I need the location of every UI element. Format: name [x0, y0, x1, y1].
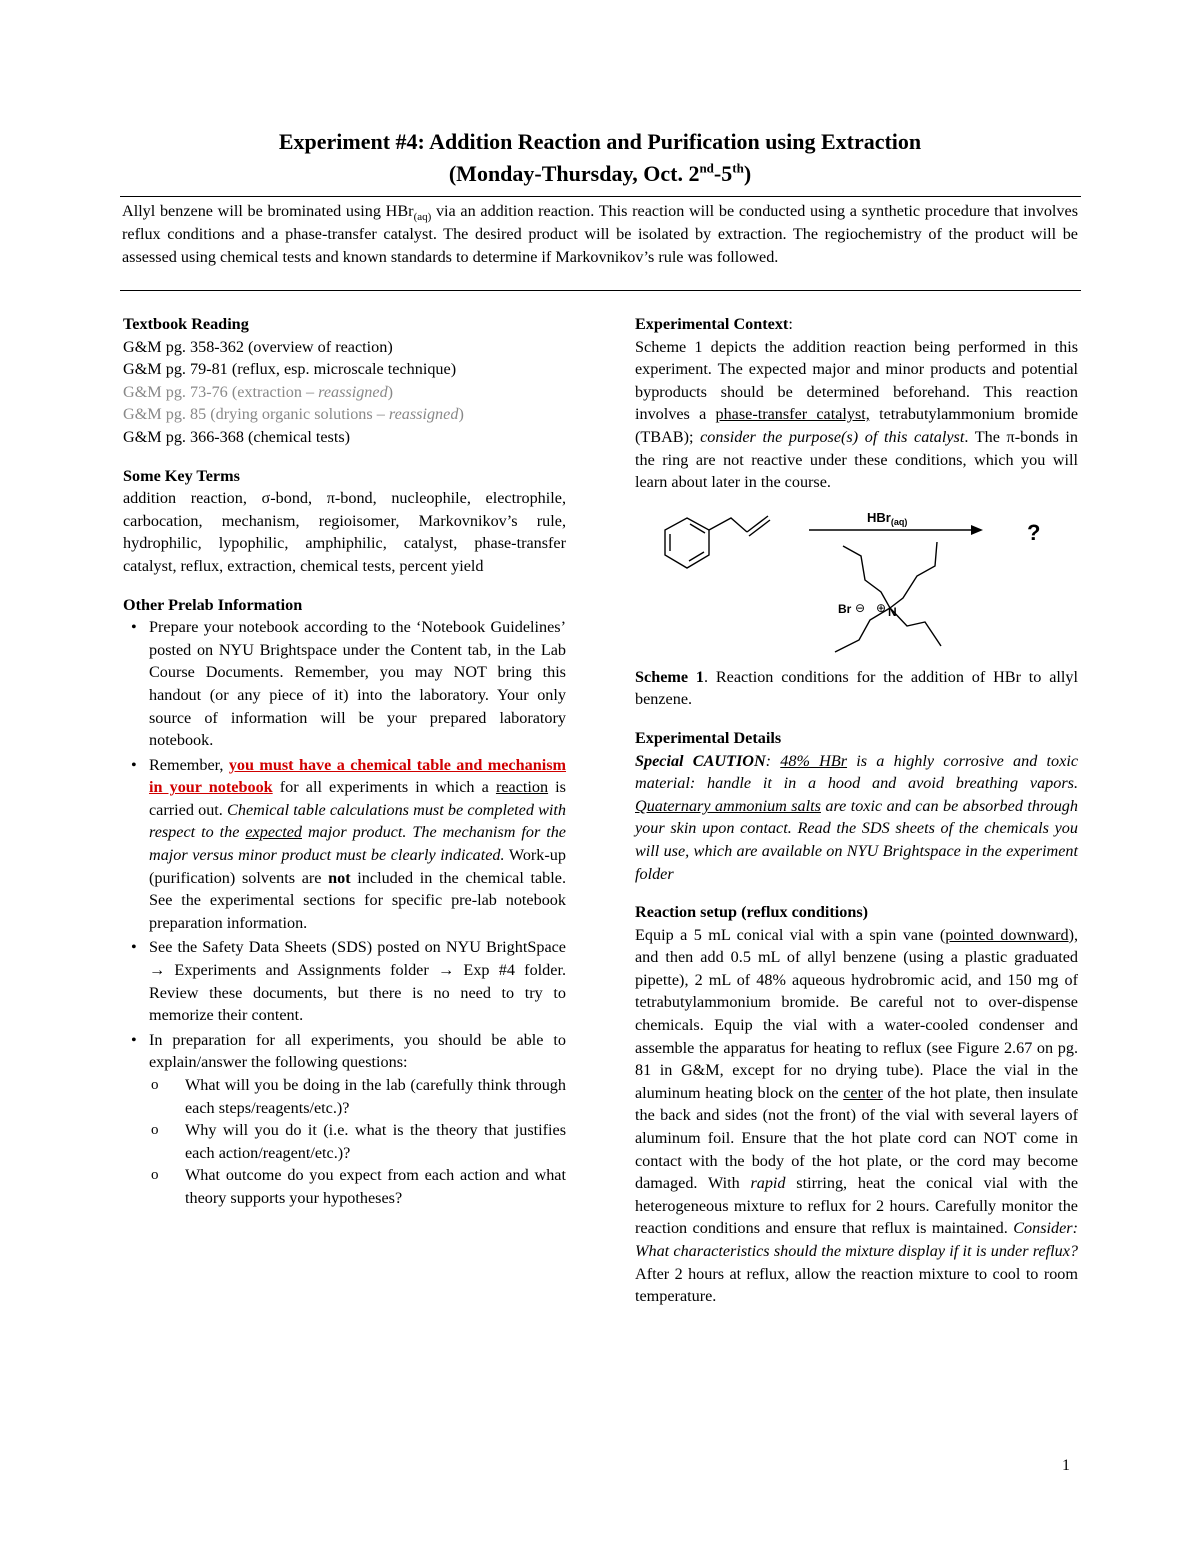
rapid-italic: rapid — [750, 1174, 786, 1193]
superscript-th: th — [732, 160, 744, 176]
bottom-rule — [120, 290, 1081, 291]
expected-underlined: expected — [245, 823, 302, 842]
context-paragraph — [635, 336, 1078, 494]
dates-text-end: ) — [743, 161, 752, 186]
page-title: Experiment #4: Addition Reaction and Purification using Extraction — [278, 129, 922, 154]
hbr-underlined: 48% HBr — [780, 751, 848, 770]
italic-text: major product. The mechanism for the major versus minor product must be clearly indicated. — [149, 823, 566, 865]
setup-text: of the hot plate, then insulate the back and sides (not the front) of the vial with several layers of aluminum foil. Ensure that the hot plate cord can NOT come in contact with the body of the hot plate, or the cord may become damaged. With — [635, 1083, 1078, 1193]
setup-text: stirring, heat the conical vial with the heterogeneous mixture to reflux for 2 hours. Carefully monitor the reaction conditions and ensure that reflux is maintained. — [635, 1174, 1078, 1238]
context-text: . The π-bonds in the ring are not reactive under these conditions, which you will learn about later in the course. — [635, 427, 1079, 492]
page-subtitle-dates — [120, 160, 1080, 188]
context-text: tetrabutylammonium bromide (TBAB); — [635, 405, 1078, 446]
prelab-list — [123, 616, 566, 1209]
right-column — [635, 313, 1078, 1308]
reaction-scheme-drawing — [635, 508, 1078, 656]
left-column — [123, 313, 566, 1212]
intro-text-rest: via an addition reaction. This reaction will be conducted using a synthetic procedure that involves reflux conditions and a phase-transfer catalyst. The desired product will be isolated by extraction. The regiochemistry of the product will be assessed using chemical tests and known standards to determine if Markovnikov’s rule was followed. — [122, 202, 1079, 266]
intro-text-start: Allyl benzene will be brominated using HBr — [122, 202, 414, 220]
bullet-text: In preparation for all experiments, you should be able to explain/answer the following questions: — [149, 1030, 566, 1072]
right-arrow-icon: → — [438, 961, 455, 980]
question-item: o What will you be doing in the lab (carefully think through each steps/reagents/etc.)? — [149, 1074, 566, 1119]
key-terms-heading: Some Key Terms — [123, 466, 240, 485]
setup-heading: Reaction setup (reflux conditions) — [635, 903, 869, 922]
caution-label: Special CAUTION — [635, 751, 766, 770]
textbook-heading: Textbook Reading — [123, 315, 249, 333]
top-rule — [120, 196, 1081, 197]
prelab-bullet-notebook: • Prepare your notebook according to the ‘Notebook Guidelines’ posted on NYU Brightspace under the Content tab, in the Lab Course Documents. Remember, you may NOT bring this handout (or any piece of it) into the laboratory. Your only source of information will be your prepared laboratory notebook. — [123, 616, 566, 752]
reassigned-label: reassigned — [388, 405, 459, 424]
quat-salts-underlined: Quaternary ammonium salts — [635, 796, 821, 815]
product-question-mark: ? — [1027, 519, 1041, 545]
plus-charge-icon: ⊕ — [876, 600, 887, 615]
textbook-item-reassigned — [123, 381, 566, 404]
setup-text: Equip a 5 mL conical vial with a spin vane ( — [635, 925, 946, 944]
prelab-bullet-chemical-table — [123, 754, 566, 935]
textbook-item: G&M pg. 358-362 (overview of reaction) — [123, 337, 393, 356]
right-arrow-icon: → — [149, 961, 166, 980]
red-emphasis-text: you must have a chemical table and mechanism in your notebook — [149, 755, 567, 797]
consider-italic: Consider: What characteristics should the mixture display if it is under reflux? — [635, 1219, 1078, 1260]
bullet-text: Work-up (purification) solvents are — [149, 846, 566, 887]
questions-list — [149, 1074, 566, 1210]
caution-text: : — [765, 751, 781, 770]
context-heading-line — [635, 313, 1078, 336]
dates-text-start: (Monday-Thursday, Oct. 2 — [448, 161, 700, 186]
minus-charge-icon: ⊖ — [855, 600, 866, 615]
pointed-downward-underlined: pointed downward — [945, 925, 1069, 944]
superscript-nd: nd — [699, 160, 714, 176]
bullet-text: included in the chemical table. See the experimental sections for specific pre-lab notebook preparation information. — [149, 868, 566, 932]
prelab-bullet-questions — [123, 1029, 566, 1210]
caution-paragraph — [635, 750, 1078, 886]
textbook-item: G&M pg. 366-368 (chemical tests) — [123, 427, 351, 446]
textbook-item-text: G&M pg. 73-76 (extraction – — [123, 382, 319, 401]
setup-paragraph — [635, 924, 1078, 1308]
scheme-caption — [635, 666, 1078, 711]
reaction-scheme — [635, 508, 1078, 656]
context-italic: consider the purpose(s) of this catalyst — [700, 427, 965, 446]
intro-paragraph — [122, 200, 1078, 268]
bullet-text: See the Safety Data Sheets (SDS) posted on NYU BrightSpace — [149, 938, 566, 957]
question-item: o What outcome do you expect from each action and what theory supports your hypotheses? — [149, 1164, 566, 1209]
tbab-structure — [835, 542, 941, 652]
bullet-text: for all experiments in which a — [272, 778, 496, 797]
page-number: 1 — [1062, 1457, 1070, 1474]
not-bold: not — [328, 868, 351, 887]
reagent-hbr: HBr$_{(aq)}$ — [867, 509, 908, 527]
key-terms-text: addition reaction, σ-bond, π-bond, nucleophile, electrophile, carbocation, mechanism, regioisomer, Markovnikov’s rule, hydrophilic, lypophilic, amphiphilic, catalyst, phase-transfer catalyst, reflux, extraction, chemical tests, percent yield — [123, 489, 566, 575]
scheme-caption-text: . Reaction conditions for the addition of HBr to allyl benzene. — [635, 667, 1079, 709]
bromide-label: Br — [838, 601, 852, 616]
dates-text-mid: -5 — [713, 161, 733, 186]
reassigned-label: reassigned — [318, 382, 388, 401]
center-underlined: center — [843, 1083, 883, 1102]
ptc-underlined: phase-transfer catalyst, — [715, 405, 870, 424]
caution-text: is a highly corrosive and toxic material: handle it in a hood and avoid breathing vapors. — [635, 751, 1079, 793]
italic-text: Chemical table calculations must be completed with respect to the — [149, 800, 566, 842]
context-colon: : — [788, 315, 793, 333]
textbook-item-close: ) — [458, 405, 464, 424]
textbook-item-reassigned — [123, 403, 566, 426]
scheme-caption-label: Scheme 1 — [635, 667, 704, 686]
context-heading: Experimental Context — [635, 315, 789, 333]
textbook-item-text: G&M pg. 85 (drying organic solutions – — [123, 405, 389, 424]
textbook-item-close: ) — [387, 382, 394, 401]
question-item: o Why will you do it (i.e. what is the theory that justifies each action/reagent/etc.)? — [149, 1119, 566, 1164]
textbook-item: G&M pg. 79-81 (reflux, esp. microscale technique) — [123, 360, 457, 379]
caution-text: are toxic and can be absorbed through your skin upon contact. Read the SDS sheets of the chemicals you will use, which are available on NYU Brightspace in the experiment folder — [635, 796, 1078, 883]
allyl-benzene-structure — [665, 516, 770, 568]
reaction-underlined: reaction — [495, 778, 549, 797]
bullet-text: Remember, — [149, 755, 229, 774]
nitrogen-label: N — [888, 604, 897, 619]
intro-aq-subscript: (aq) — [413, 211, 432, 224]
context-text: Scheme 1 depicts the addition reaction being performed in this experiment. The expected major and minor products and potential byproducts should be determined beforehand. This reaction involves a — [635, 337, 1078, 424]
prelab-bullet-sds — [123, 936, 566, 1026]
setup-text: After 2 hours at reflux, allow the reaction mixture to cool to room temperature. — [635, 1264, 1078, 1306]
bullet-text: is carried out. — [149, 778, 566, 819]
bullet-text: Experiments and Assignments folder — [165, 961, 438, 980]
prelab-heading: Other Prelab Information — [123, 595, 303, 614]
bullet-text: Exp #4 folder. Review these documents, but there is no need to try to memorize their content. — [149, 961, 566, 1025]
details-heading: Experimental Details — [635, 728, 782, 747]
setup-text: ), and then add 0.5 mL of allyl benzene (using a plastic graduated pipette), 2 mL of 48% aqueous hydrobromic acid, and 150 mg of tetrabutylammonium bromide. Be careful not to over-dispense chemicals. Equip the vial with a water-cooled condenser and assemble the apparatus for heating to reflux (see Figure 2.67 on pg. 81 in G&M, except for no drying tube). Place the vial in the aluminum heating block on the — [635, 925, 1078, 1102]
